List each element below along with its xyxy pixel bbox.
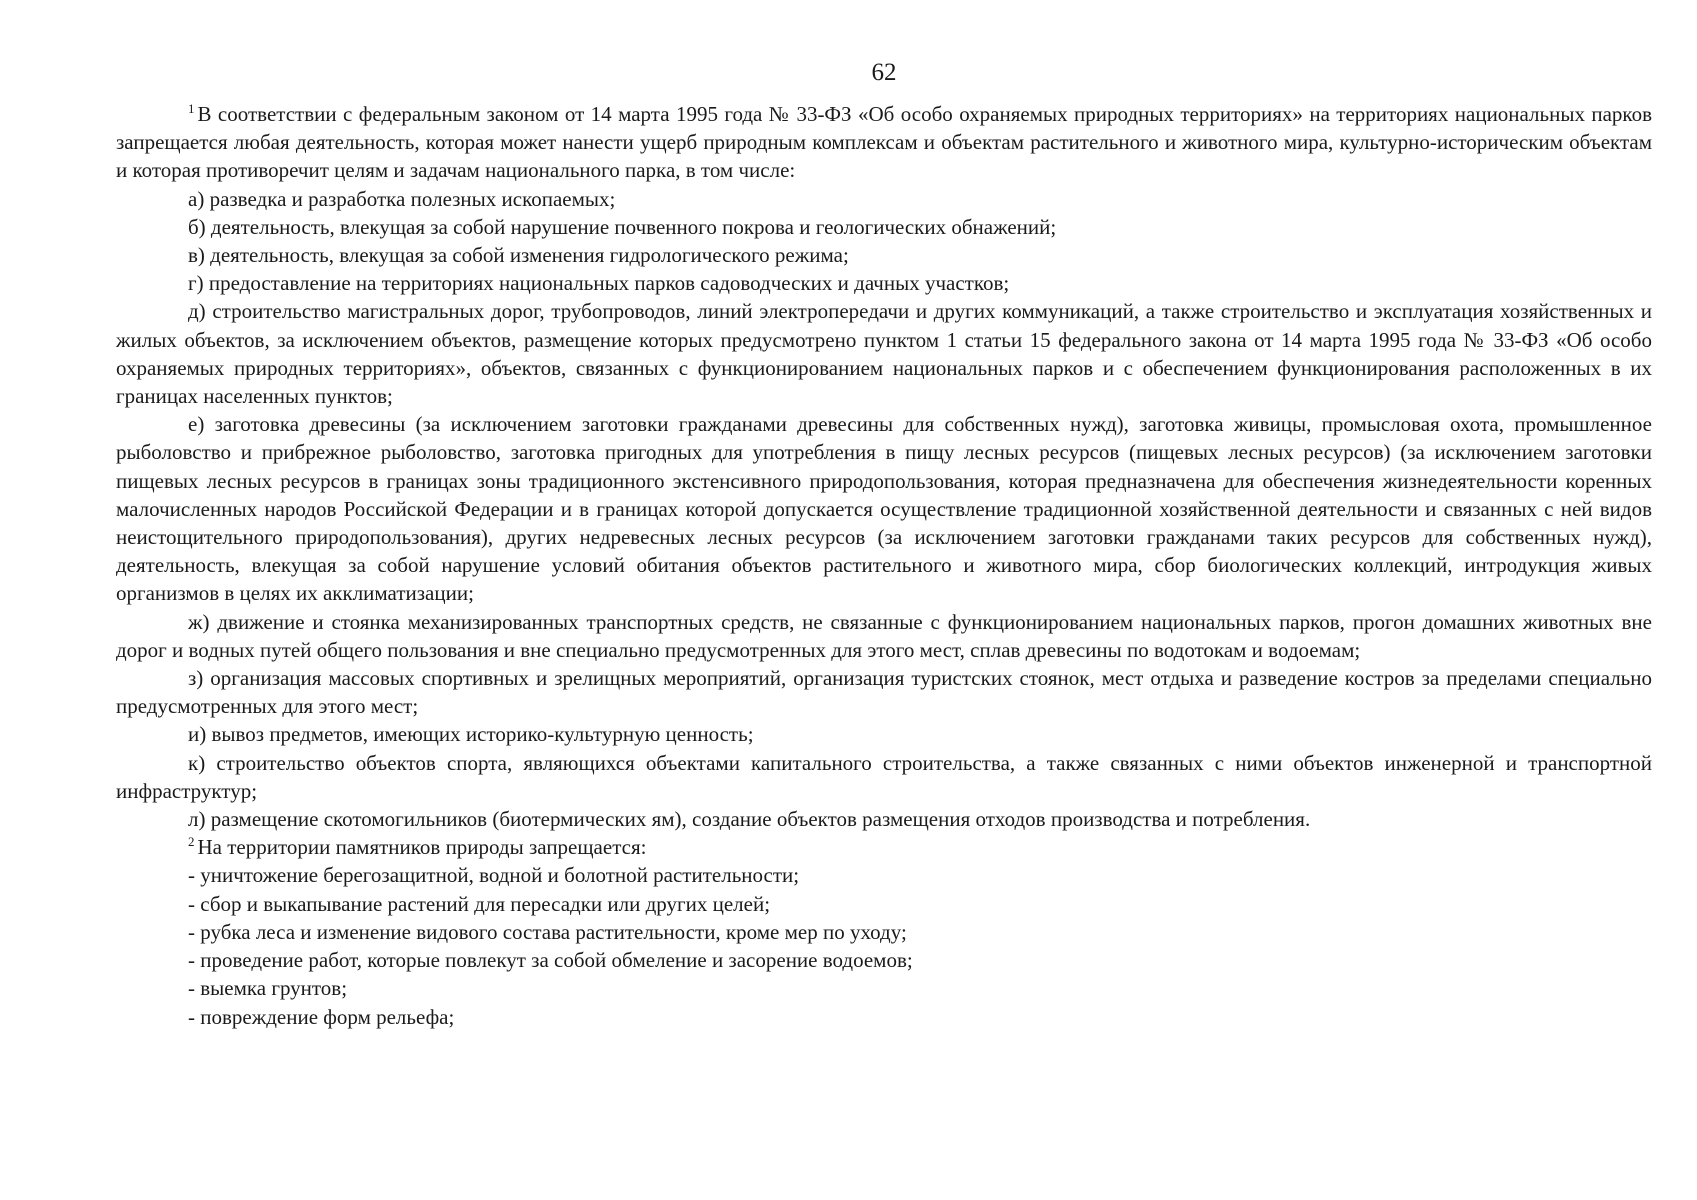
list-item: г) предоставление на территориях национальных парков садоводческих и дачных участков; [188, 271, 1010, 296]
list-item: а) разведка и разработка полезных ископаемых; [188, 186, 616, 211]
list-item: и) вывоз предметов, имеющих историко-культурную ценность; [188, 722, 754, 747]
footnote-1-intro [116, 100, 1652, 185]
list-item: е) заготовка древесины (за исключением заготовки гражданами древесины для собственных нужд), заготовка живицы, промысловая охота, промышленное рыболовство и прибрежное рыболовство, заготовка пригодных для употребления в пищу лесных ресурсов (пищевых лесных ресурсов) (за исключением заготовки пищевых лесных ресурсов в границах зоны традиционного экстенсивного природопользования, которая предназначена для обеспечения жизнедеятельности коренных малочисленных народов Российской Федерации и в границах которой допускается осуществление традиционной хозяйственной деятельности и связанных с ней видов неистощительного природопользования), других недревесных лесных ресурсов (за исключением заготовки гражданами таких ресурсов для собственных нужд), деятельность, влекущая за собой нарушение условий обитания объектов растительного и животного мира, сбор биологических коллекций, интродукция живых организмов в целях их акклиматизации; [116, 412, 1652, 606]
list-item: - уничтожение берегозащитной, водной и болотной растительности; [188, 863, 800, 888]
list-item: - повреждение форм рельефа; [188, 1004, 455, 1029]
list-item: - рубка леса и изменение видового состава растительности, кроме мер по уходу; [188, 919, 907, 944]
footnote-1 [116, 100, 1652, 833]
list-item: ж) движение и стоянка механизированных транспортных средств, не связанные с функционированием национальных парков, прогон домашних животных вне дорог и водных путей общего пользования и вне специально предусмотренных для этого мест, сплав древесины по водотокам и водоемам; [116, 609, 1652, 662]
list-item: в) деятельность, влекущая за собой изменения гидрологического режима; [188, 243, 849, 268]
footnote-2-intro [116, 833, 1652, 861]
list-item: л) размещение скотомогильников (биотермических ям), создание объектов размещения отходов производства и потребления. [188, 807, 1311, 832]
footnote-marker: 1 [188, 101, 195, 116]
footnote-2-intro-text: На территории памятников природы запрещается: [197, 835, 647, 860]
list-item: б) деятельность, влекущая за собой нарушение почвенного покрова и геологических обнажений; [188, 214, 1057, 239]
list-item: - выемка грунтов; [188, 976, 348, 1001]
page-number: 62 [871, 59, 897, 86]
list-item: к) строительство объектов спорта, являющихся объектами капитального строительства, а также связанных с ними объектов инженерной и транспортной инфраструктур; [116, 750, 1652, 803]
footnote-marker: 2 [188, 834, 195, 850]
list-item: - сбор и выкапывание растений для пересадки или других целей; [188, 891, 771, 916]
footnote-1-intro-text: В соответствии с федеральным законом от 14 марта 1995 года № 33-ФЗ «Об особо охраняемых природных территориях» на территориях национальных парков запрещается любая деятельность, которая может нанести ущерб природным комплексам и объектам растительного и животного мира, культурно-историческим объектам и которая противоречит целям и задачам национального парка, в том числе: [116, 102, 1652, 183]
list-item: з) организация массовых спортивных и зрелищных мероприятий, организация туристских стоянок, мест отдыха и разведение костров за пределами специально предусмотренных для этого мест; [116, 666, 1652, 719]
document-page [116, 58, 1652, 1031]
footnote-2 [116, 833, 1652, 1030]
list-item: д) строительство магистральных дорог, трубопроводов, линий электропередачи и других коммуникаций, а также строительство и эксплуатация хозяйственных и жилых объектов, за исключением объектов, размещение которых предусмотрено пунктом 1 статьи 15 федерального закона от 14 марта 1995 года № 33-ФЗ «Об особо охраняемых природных территориях», объектов, связанных с функционированием национальных парков и с обеспечением функционирования расположенных в их границах населенных пунктов; [116, 299, 1652, 409]
list-item: - проведение работ, которые повлекут за собой обмеление и засорение водоемов; [188, 948, 913, 973]
